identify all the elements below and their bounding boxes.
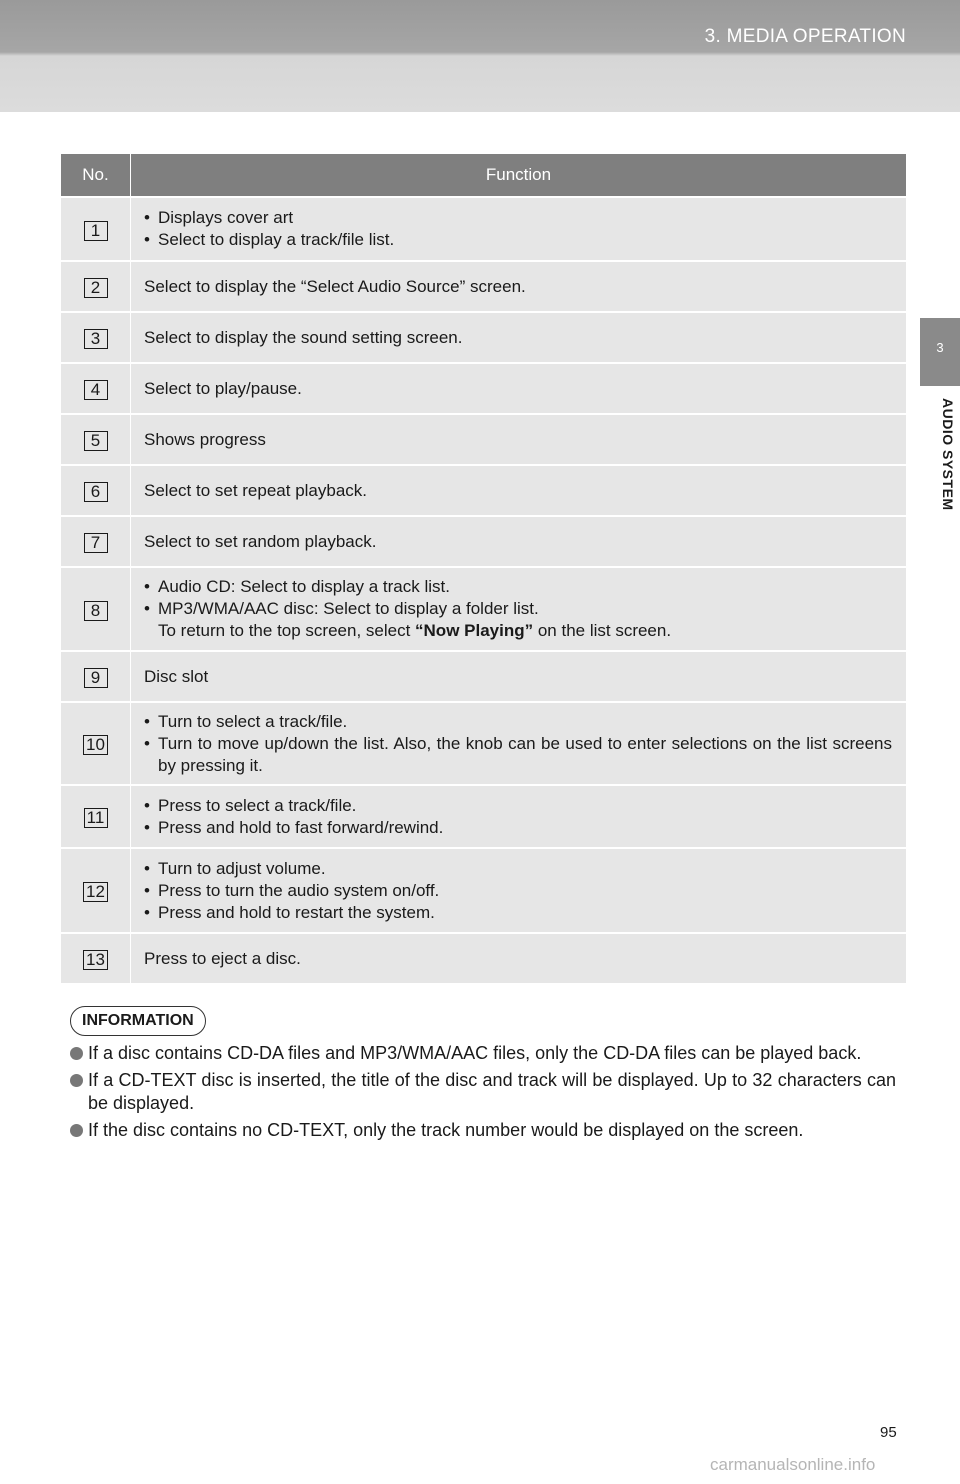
row-number: 10 (83, 735, 108, 755)
row-text: Disc slot (144, 666, 209, 686)
row-number: 5 (84, 431, 108, 451)
information-list (70, 1042, 896, 1146)
list-item: • Select to display a track/file list. (144, 229, 892, 251)
row-text: Shows progress (144, 429, 266, 449)
list-item: • Press and hold to restart the system. (144, 902, 892, 924)
row-number: 6 (84, 482, 108, 502)
table-row (61, 261, 906, 312)
row-text: Press to eject a disc. (144, 948, 301, 968)
list-item: • Turn to select a track/file. (144, 711, 892, 733)
table-row (61, 363, 906, 414)
list-item: • Displays cover art (144, 207, 892, 229)
row-number: 8 (84, 601, 108, 621)
chapter-label: AUDIO SYSTEM (940, 398, 956, 511)
table-row (61, 516, 906, 567)
list-item: • Press to turn the audio system on/off. (144, 880, 892, 902)
table-row (61, 197, 906, 261)
row-note: To return to the top screen, select “Now Playing” on the list screen. (158, 621, 672, 640)
list-item: • Press and hold to fast forward/rewind. (144, 817, 892, 839)
watermark-link[interactable]: carmanualsonline.info (710, 1455, 876, 1474)
row-text: Select to set random playback. (144, 531, 377, 551)
list-item: • Turn to adjust volume. (144, 858, 892, 880)
row-number: 1 (84, 221, 108, 241)
row-text: Select to display the sound setting screen. (144, 327, 463, 347)
section-title: 3. MEDIA OPERATION (704, 26, 906, 47)
now-playing-label: “Now Playing” (415, 621, 534, 640)
bullet-dot-icon (70, 1124, 83, 1137)
list-item: • Audio CD: Select to display a track list. (144, 576, 892, 598)
page-number: 95 (880, 1424, 897, 1441)
table-row (61, 465, 906, 516)
row-text: Select to display the “Select Audio Source” screen. (144, 276, 526, 296)
row-number: 4 (84, 380, 108, 400)
table-row (61, 785, 906, 848)
table-row (61, 414, 906, 465)
row-number: 7 (84, 533, 108, 553)
table-row (61, 312, 906, 363)
header-no: No. (61, 154, 131, 197)
page-header (0, 0, 960, 112)
row-number: 11 (84, 808, 108, 828)
list-item: • Press to select a track/file. (144, 795, 892, 817)
chapter-number: 3 (936, 340, 944, 355)
row-number: 9 (84, 668, 108, 688)
chapter-tab (920, 318, 960, 386)
row-number: 12 (83, 882, 108, 902)
information-item: If a disc contains CD-DA files and MP3/WMA/AAC files, only the CD-DA files can be played back. (70, 1042, 896, 1065)
list-item: • MP3/WMA/AAC disc: Select to display a folder list. (144, 598, 892, 620)
table-row (61, 651, 906, 702)
row-text: Select to set repeat playback. (144, 480, 368, 500)
function-table (61, 154, 906, 983)
list-item: • Turn to move up/down the list. Also, the knob can be used to enter selections on the list screens by pressing it. (144, 733, 892, 777)
bullet-dot-icon (70, 1074, 83, 1087)
table-row (61, 933, 906, 983)
table-header-row (61, 154, 906, 197)
table-row (61, 567, 906, 651)
table-row (61, 848, 906, 933)
information-item: If a CD-TEXT disc is inserted, the title of the disc and track will be displayed. Up to 32 characters can be displayed. (70, 1069, 896, 1115)
information-item: If the disc contains no CD-TEXT, only the track number would be displayed on the screen. (70, 1119, 896, 1142)
row-number: 13 (83, 950, 108, 970)
information-label: INFORMATION (70, 1006, 206, 1036)
table-row (61, 702, 906, 785)
bullet-dot-icon (70, 1047, 83, 1060)
header-function: Function (131, 154, 907, 197)
row-text: Select to play/pause. (144, 378, 302, 398)
row-number: 3 (84, 329, 108, 349)
row-number: 2 (84, 278, 108, 298)
